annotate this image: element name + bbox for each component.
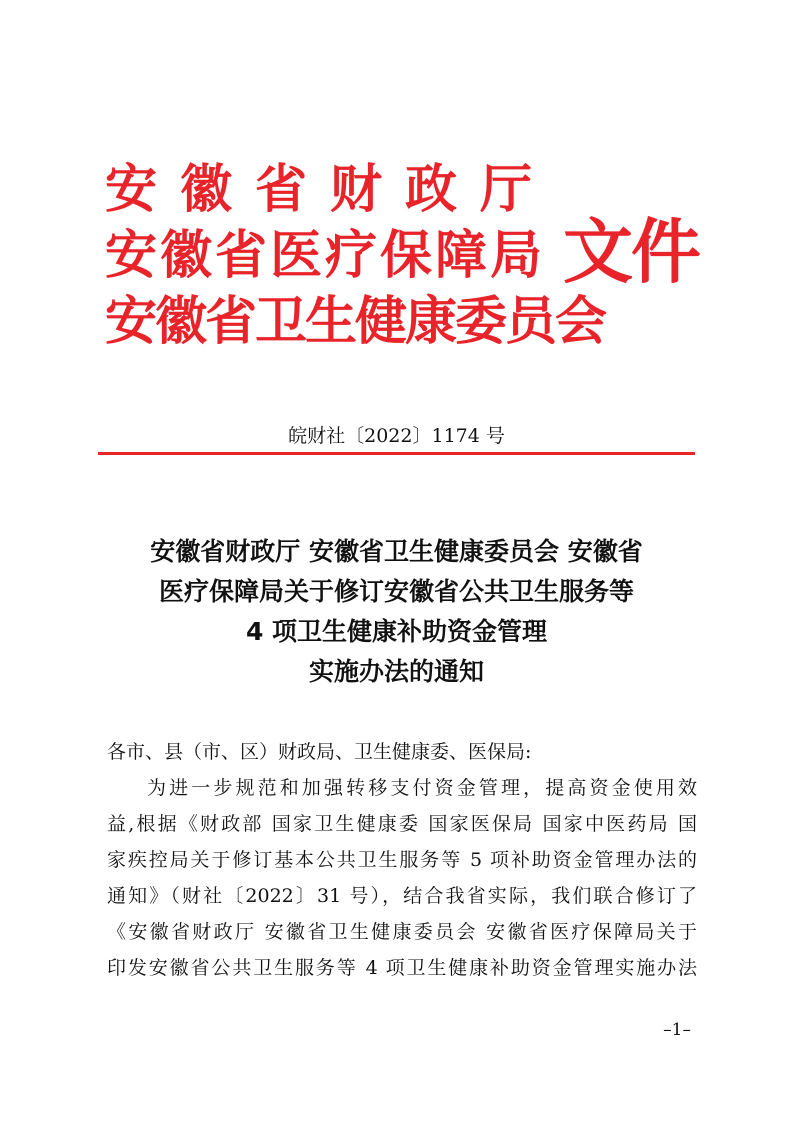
issuer-health-commission: 安徽省卫生健康委员会: [105, 291, 606, 352]
title-line: 实施办法的通知: [308, 657, 484, 686]
issuer-finance-department: 安徽省财政厅: [105, 159, 556, 220]
page-number: –1–: [663, 1020, 691, 1040]
document-number: 皖财社〔2022〕1174 号: [288, 425, 505, 447]
body-line: 为进一步规范和加强转移支付资金管理，提高资金使用效: [147, 777, 697, 799]
document-body: [107, 734, 697, 986]
body-line: 通知》（财社〔2022〕31 号），结合我省实际，我们联合修订了: [107, 885, 697, 907]
issuer-medical-security-bureau: 安徽省医疗保障局: [105, 225, 546, 286]
body-line: 益,根据《财政部 国家卫生健康委 国家医保局 国家中医药局 国: [107, 813, 697, 835]
salutation: 各市、县（市、区）财政局、卫生健康委、医保局:: [107, 741, 532, 763]
title-line: 4 项卫生健康补助资金管理: [245, 617, 548, 646]
body-line: 家疾控局关于修订基本公共卫生服务等 5 项补助资金管理办法的: [107, 849, 697, 871]
document-type-label: 文件: [563, 210, 699, 293]
body-line: 《安徽省财政厅 安徽省卫生健康委员会 安徽省医疗保障局关于: [107, 921, 697, 943]
document-title: [90, 532, 703, 692]
body-line: 印发安徽省公共卫生服务等 4 项卫生健康补助资金管理实施办法: [107, 957, 697, 979]
header-red-divider: [98, 452, 695, 455]
title-line: 医疗保障局关于修订安徽省公共卫生服务等: [158, 577, 634, 606]
title-line: 安徽省财政厅 安徽省卫生健康委员会 安徽省: [150, 537, 643, 566]
